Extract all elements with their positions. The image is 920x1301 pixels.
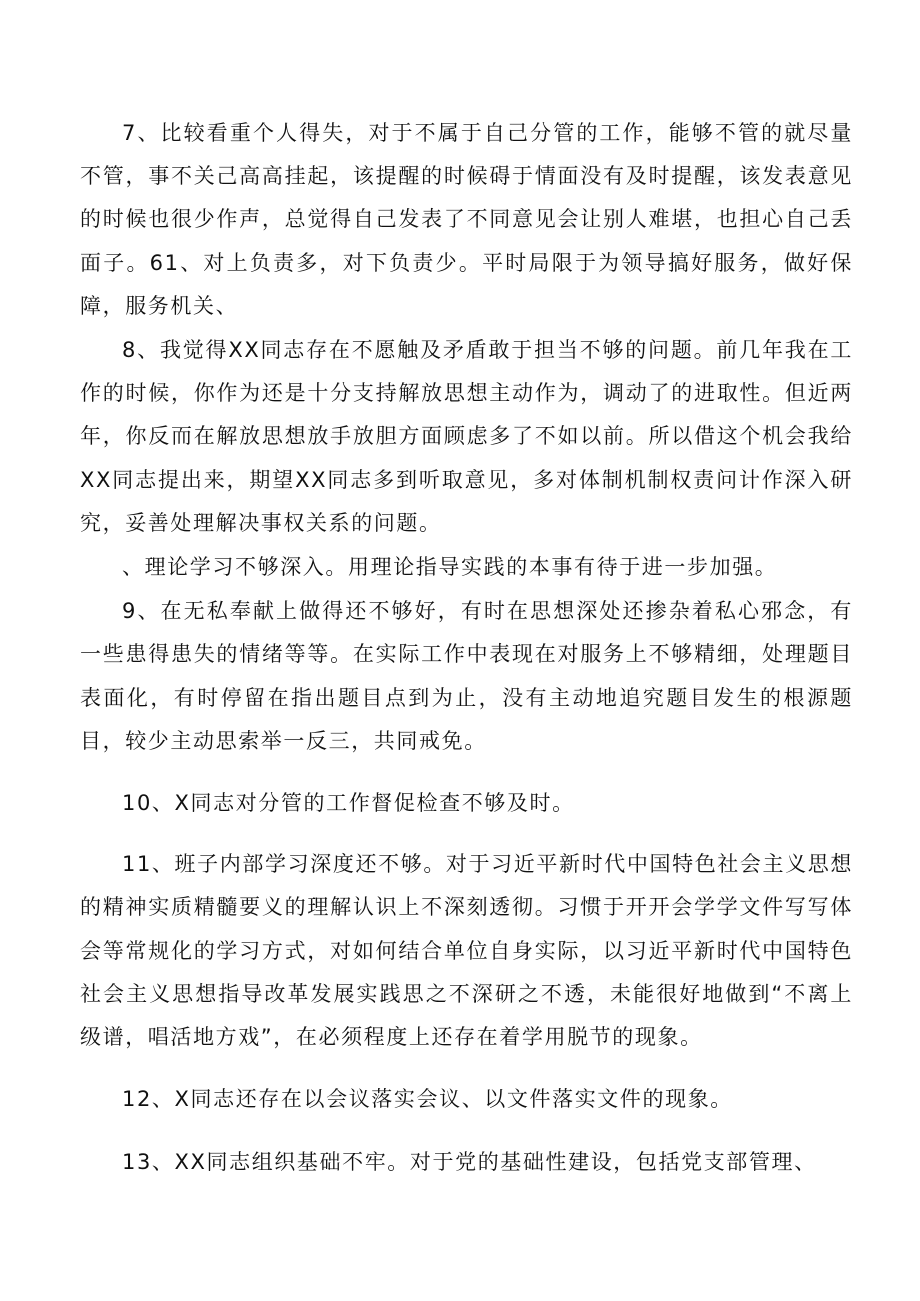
paragraph-theory-study: 、理论学习不够深入。用理论指导实践的本事有待于进一步加强。 — [122, 555, 778, 580]
paragraph-13: 13、XX同志组织基础不牢。对于党的基础性建设，包括党支部管理、 — [122, 1150, 817, 1175]
paragraph-9: 9、在无私奉献上做得还不够好，有时在思想深处还掺杂着私心邪念，有一些患得患失的情绪等等。在实际工作中表现在对服务上不够精细，处理题目表面化，有时停留在指出题目点到为止，没有主动地追究题目发生的根源题目，较少主动思索举一反三，共同戒免。 — [80, 599, 853, 753]
paragraph-11: 11、班子内部学习深度还不够。对于习近平新时代中国特色社会主义思想的精神实质精髓要义的理解认识上不深刻透彻。习惯于开开会学学文件写写体会等常规化的学习方式，对如何结合单位自身实际，以习近平新时代中国特色社会主义思想指导改革发展实践思之不深研之不透，未能很好地做到“不离上级谱，唱活地方戏”，在必须程度上还存在着学用脱节的现象。 — [80, 852, 853, 1050]
document-body — [80, 112, 853, 1185]
paragraph-10: 10、X同志对分管的工作督促检查不够及时。 — [122, 791, 575, 816]
paragraph-12: 12、X同志还存在以会议落实会议、以文件落实文件的现象。 — [122, 1087, 733, 1112]
paragraph-7: 7、比较看重个人得失，对于不属于自己分管的工作，能够不管的就尽量不管，事不关己高高挂起，该提醒的时候碍于情面没有及时提醒，该发表意见的时候也很少作声，总觉得自己发表了不同意见会让别人难堪，也担心自己丢面子。61、对上负责多，对下负责少。平时局限于为领导搞好服务，做好保障，服务机关、 — [80, 121, 853, 318]
paragraph-8: 8、我觉得XX同志存在不愿触及矛盾敢于担当不够的问题。前几年我在工作的时候，你作为还是十分支持解放思想主动作为，调动了的进取性。但近两年，你反而在解放思想放手放胆方面顾虑多了不如以前。所以借这个机会我给XX同志提出来，期望XX同志多到听取意见，多对体制机制权责问计作深入研究，妥善处理解决事权关系的问题。 — [80, 338, 853, 535]
